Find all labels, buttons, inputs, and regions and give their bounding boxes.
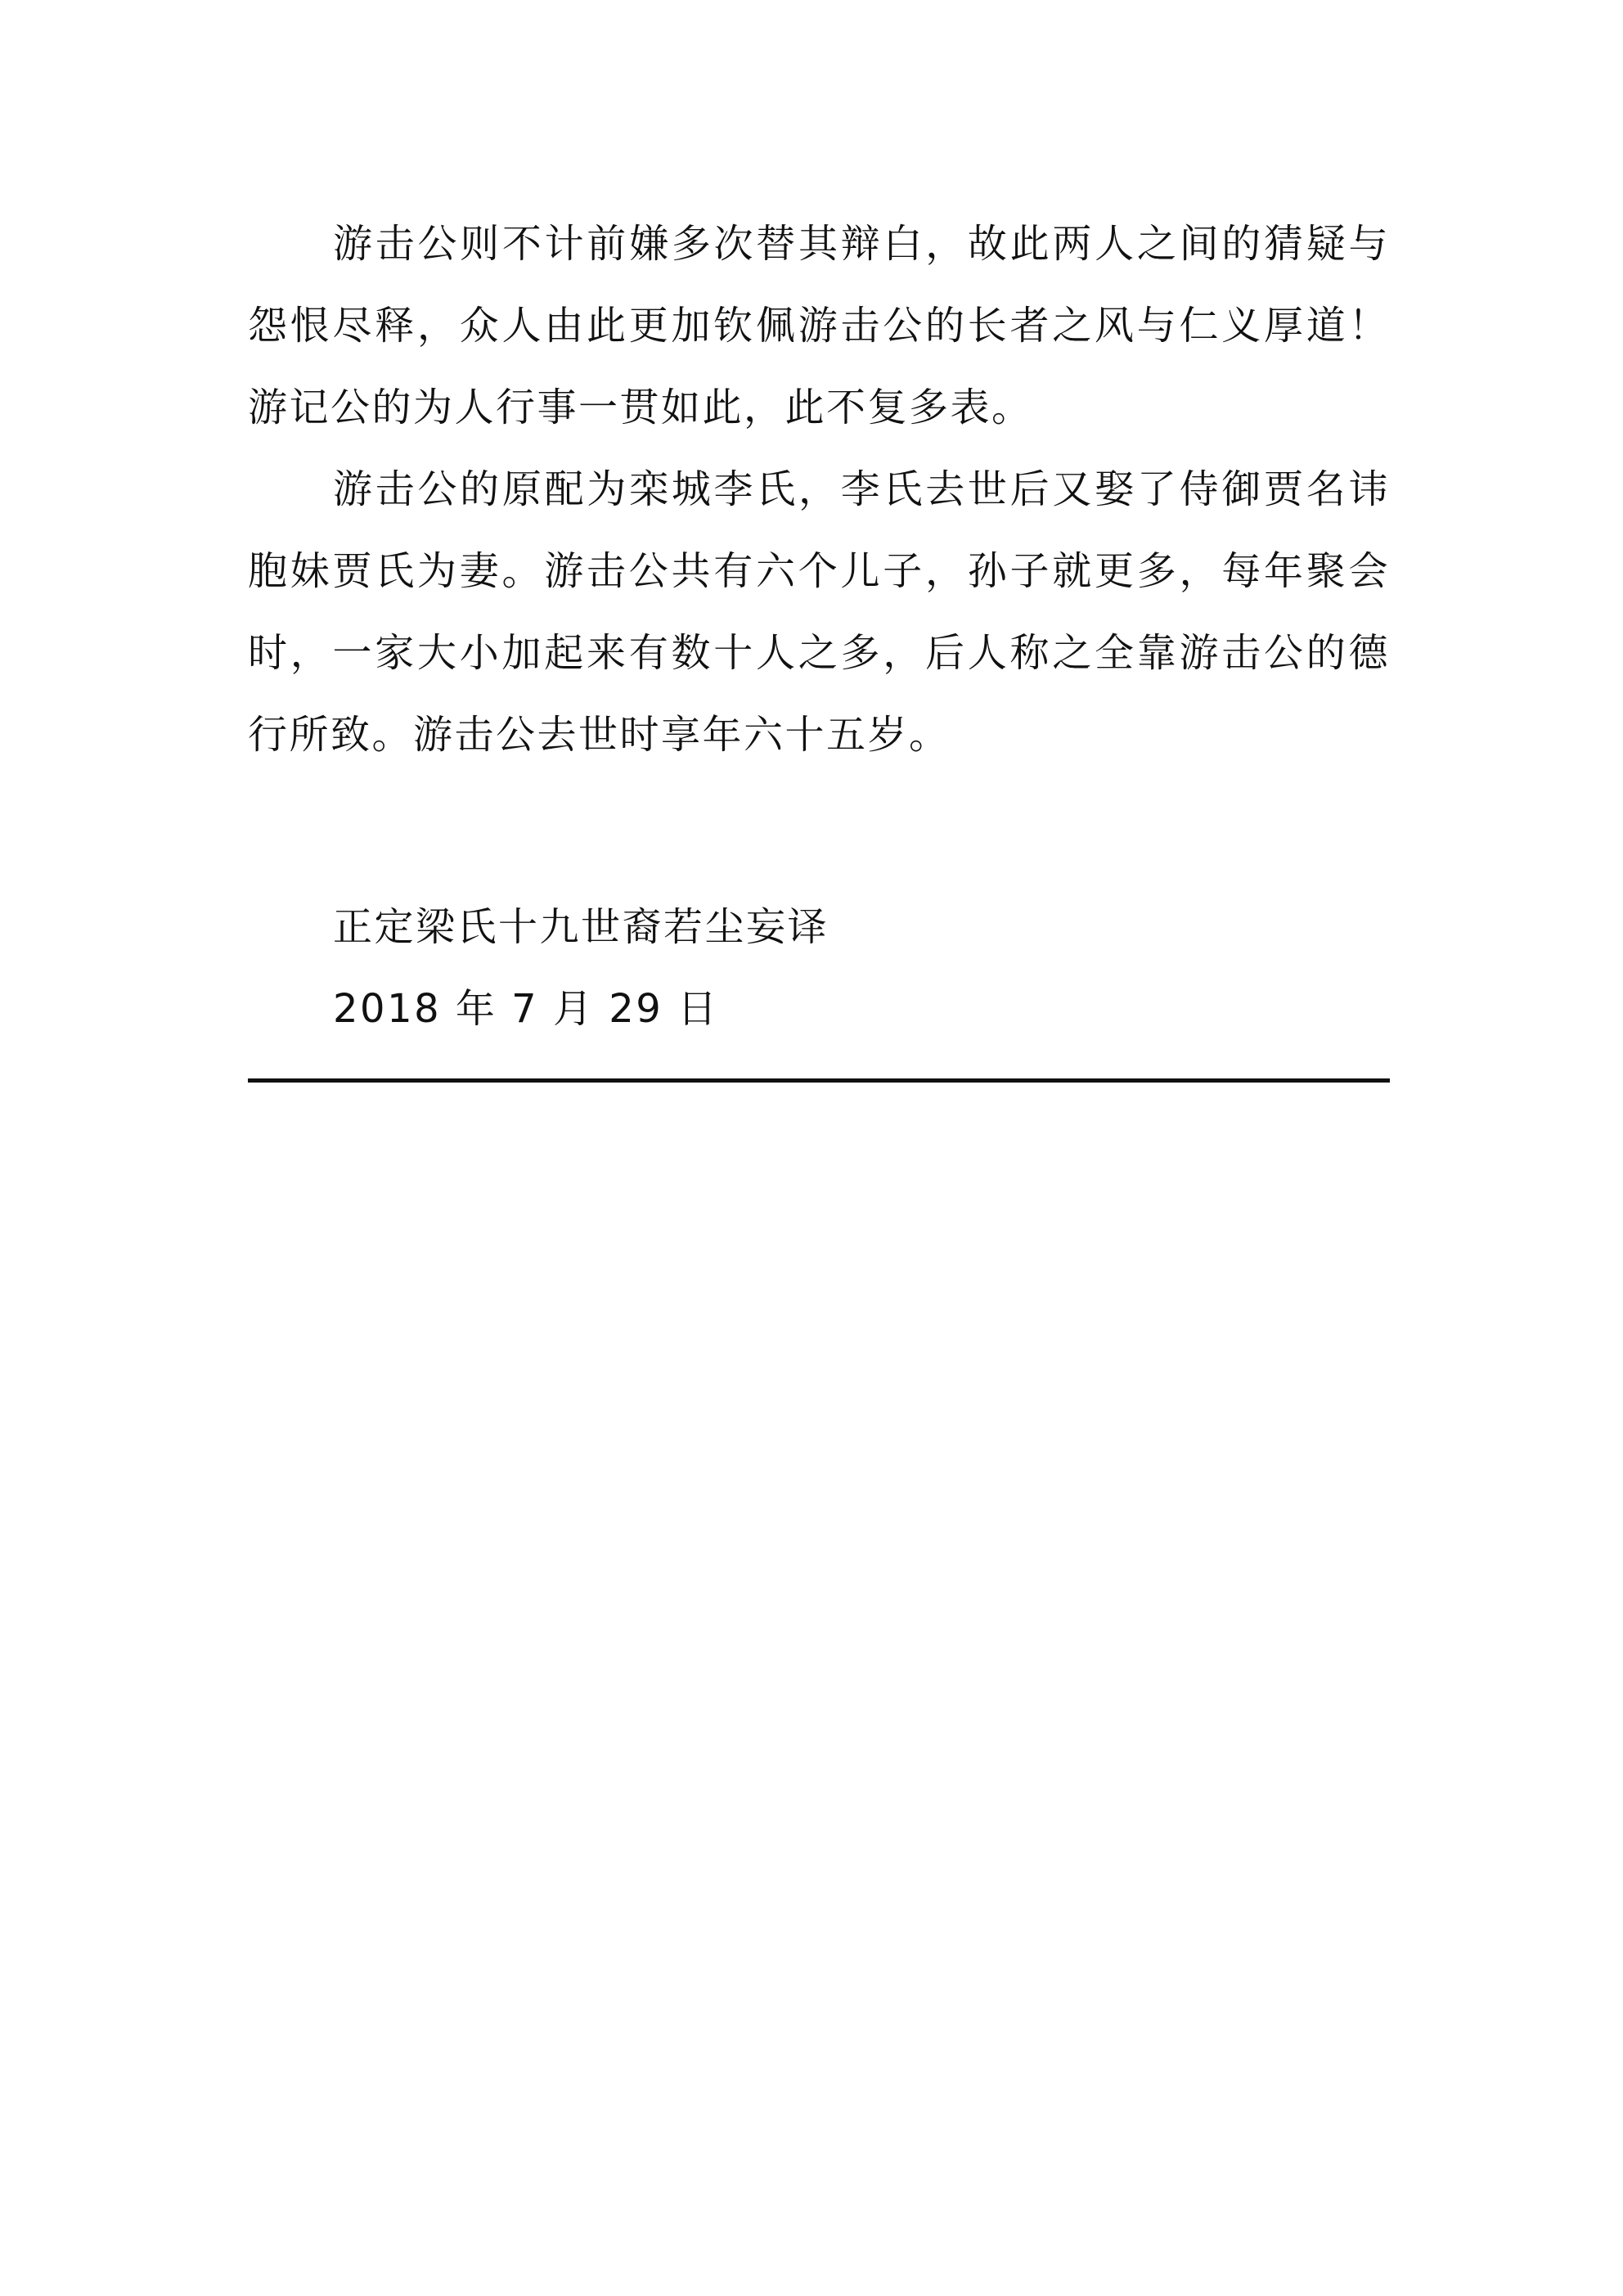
translation-date: 2018 年 7 月 29 日 [333,986,719,1032]
translator-signature: 正定梁氏十九世裔若尘妄译 [333,904,829,950]
paragraph-2: 游击公的原配为栾城李氏，李氏去世后又娶了侍御贾名讳胞妹贾氏为妻。游击公共有六个儿子，孙子就更多，每年聚会时，一家大小加起来有数十人之多，后人称之全靠游击公的德行所致。游击公去世时享年六十五岁。 [248,466,1390,758]
horizontal-rule [248,1078,1390,1083]
body-text [248,203,1390,776]
paragraph-1: 游击公则不计前嫌多次替其辩白，故此两人之间的猜疑与怨恨尽释，众人由此更加钦佩游击公的长者之风与仁义厚道！游记公的为人行事一贯如此，此不复多表。 [248,221,1390,430]
